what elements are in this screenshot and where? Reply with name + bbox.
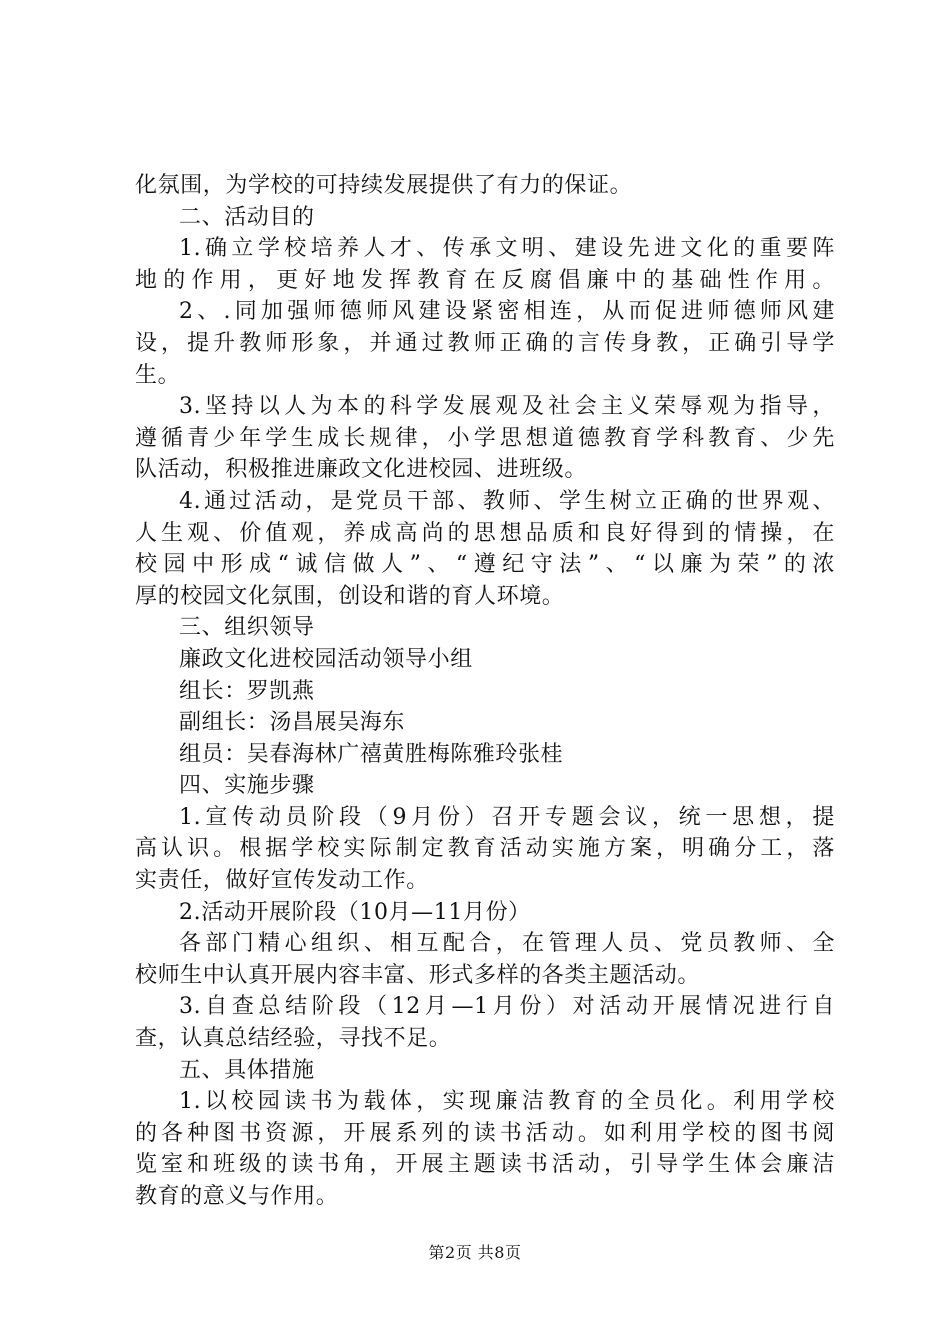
section-heading: 五、具体措施 [179, 1057, 315, 1083]
paragraph-line: 2.活动开展阶段（10月—11月份） [179, 899, 531, 925]
paragraph-line: 4.通过活动，是党员干部、教师、学生树立正确的世界观、 [179, 488, 835, 514]
section-heading: 四、实施步骤 [179, 773, 315, 799]
paragraph-line: 1.以校园读书为载体，实现廉洁教育的全员化。利用学校 [179, 1089, 835, 1115]
paragraph-line: 队活动，积极推进廉政文化进校园、进班级。 [135, 457, 588, 483]
document-body [135, 170, 835, 1213]
paragraph-line: 2、.同加强师德师风建设紧密相连，从而促进师德师风建 [179, 299, 835, 325]
paragraph-line: 校园中形成“诚信做人”、“遵纪守法”、“以廉为荣”的浓 [135, 552, 835, 578]
paragraph-line: 3.坚持以人为本的科学发展观及社会主义荣辱观为指导， [179, 394, 835, 420]
paragraph-line: 地的作用，更好地发挥教育在反腐倡廉中的基础性作用。 [135, 267, 835, 293]
paragraph-line: 览室和班级的读书角，开展主题读书活动，引导学生体会廉洁 [135, 1152, 835, 1178]
paragraph-line: 设，提升教师形象，并通过教师正确的言传身教，正确引导学 [135, 330, 835, 356]
paragraph-line: 厚的校园文化氛围，创设和谐的育人环境。 [135, 583, 565, 609]
paragraph-line: 1.宣传动员阶段（9月份）召开专题会议，统一思想，提 [179, 804, 835, 830]
section-heading: 三、组织领导 [179, 615, 315, 641]
paragraph-line: 查，认真总结经验，寻找不足。 [135, 1026, 452, 1052]
section-heading: 二、活动目的 [179, 204, 315, 230]
page-number-footer: 第2页 共8页 [428, 1243, 522, 1262]
paragraph-line: 遵循青少年学生成长规律，小学思想道德教育学科教育、少先 [135, 425, 835, 451]
paragraph-line: 生。 [135, 362, 181, 388]
paragraph-line: 校师生中认真开展内容丰富、形式多样的各类主题活动。 [135, 962, 701, 988]
paragraph-line: 组员：吴春海林广禧黄胜梅陈雅玲张桂 [179, 741, 564, 767]
paragraph-line: 廉政文化进校园活动领导小组 [179, 646, 473, 672]
paragraph-line: 人生观、价值观，养成高尚的思想品质和良好得到的情操，在 [135, 520, 835, 546]
paragraph-line: 教育的意义与作用。 [135, 1184, 339, 1209]
paragraph-line: 1.确立学校培养人才、传承文明、建设先进文化的重要阵 [179, 236, 835, 262]
paragraph-line: 3.自查总结阶段（12月—1月份）对活动开展情况进行自 [179, 994, 835, 1020]
paragraph-line: 实责任，做好宣传发动工作。 [135, 868, 429, 894]
paragraph-line: 组长：罗凯燕 [179, 678, 315, 704]
paragraph-line: 化氛围，为学校的可持续发展提供了有力的保证。 [135, 173, 633, 198]
paragraph-line: 副组长：汤昌展吴海东 [179, 710, 406, 736]
paragraph-line: 的各种图书资源，开展系列的读书活动。如利用学校的图书阅 [135, 1120, 835, 1146]
paragraph-line: 各部门精心组织、相互配合，在管理人员、党员教师、全 [179, 931, 835, 957]
paragraph-line: 高认识。根据学校实际制定教育活动实施方案，明确分工，落 [135, 836, 835, 862]
